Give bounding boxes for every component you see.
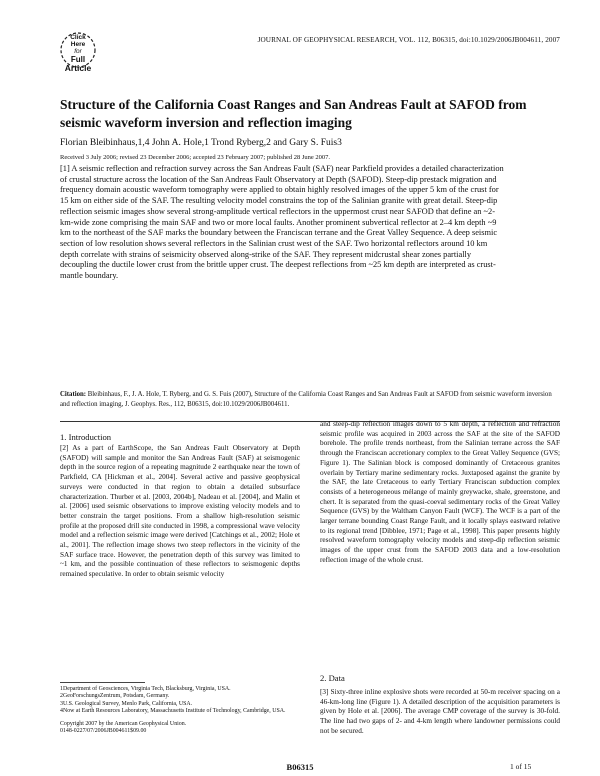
left-column — [60, 444, 300, 580]
data-paragraph: [3] Sixty-three inline explosive shots were recorded at 50-m receiver spacing on a 46-km-long line (Figure 1). A detailed description of the acquisition parameters is given by Hole et al. [2006]. The average CMP coverage of the survey is 30-fold. The line had two gaps of 2- and 4-km length where landowner permissions could not be secured. — [320, 688, 560, 735]
logo-text-5: Article — [64, 63, 92, 73]
page-id: B06315 — [286, 762, 314, 772]
citation-label: Citation: — [60, 391, 87, 398]
logo-text-3: for — [74, 48, 82, 55]
footnote-1: 1Department of Geosciences, Virginia Tech, Blacksburg, Virginia, USA. — [60, 686, 231, 692]
page-number: 1 of 15 — [510, 762, 532, 771]
right-column — [320, 420, 560, 566]
footnote-block — [60, 682, 300, 736]
data-section — [320, 688, 560, 737]
issn-code: 0148-0227/07/2006JB004611$09.00 — [60, 728, 147, 735]
citation-text: Bleibinhaus, F., J. A. Hole, T. Ryberg, and G. S. Fuis (2007), Structure of the California Coast Ranges and San Andreas Fault at SAFOD from seismic waveform inversion and reflection imaging, J. Geophys. Res., 112, B06315, doi:10.1029/2006JB004611. — [60, 391, 552, 409]
footnote-3: 3U.S. Geological Survey, Menlo Park, California, USA. — [60, 700, 193, 707]
footnote-4: 4Now at Earth Resources Laboratory, Massachusetts Institute of Technology, Cambridge, USA. — [60, 707, 286, 714]
logo-text-1: Click — [70, 34, 86, 41]
footnote-rule — [60, 682, 145, 683]
logo-text-4: Full — [70, 55, 86, 64]
paper-title: Structure of the California Coast Ranges and San Andreas Fault at SAFOD from seismic waveform inversion and reflection imaging — [60, 97, 527, 130]
author-list: Florian Bleibinhaus,1,4 John A. Hole,1 Trond Ryberg,2 and Gary S. Fuis3 — [60, 138, 342, 148]
received-dates: Received 3 July 2006; revised 23 December 2006; accepted 23 February 2007; published 28 June 2007. — [60, 154, 331, 161]
intro-heading: 1. Introduction — [60, 432, 112, 442]
intro-paragraph-cont: and steep-dip reflection images down to 5 km depth, a reflection and refraction seismic profile was acquired in 2003 across the SAF at the site of the SAFOD borehole. The profile trends northeast, from the Salinian terrane across the SAF through the Franciscan accretionary complex to the Great Valley Sequence (GVS; Figure 1). The Salinian block is composed dominantly of Cretaceous granites overlain by Tertiary marine sedimentary rocks. Juxtaposed against the granite by the SAF, the late Cretaceous to early Tertiary Franciscan subduction complex consists of a heterogeneous mélange of mainly greywacke, shale, greenstone, and chert. It is separated from the quasi-coeval sedimentary rocks of the Great Valley Sequence (GVS) by the Waltham Canyon Fault (WCF). The WCF is a part of the larger terrane bounding Coast Range Fault, and it locally splays eastward relative to its regional trend [Dibblee, 1971; Page et al., 1998]. This paper presents highly resolved waveform tomography velocity models and steep-dip reflection seismic images of the upper crust from the SAFOD 2003 data and a low-resolution reflection image of the whole crust. — [320, 420, 560, 564]
data-heading: 2. Data — [320, 673, 345, 683]
intro-paragraph: [2] As a part of EarthScope, the San Andreas Fault Observatory at Depth (SAFOD) will sample and monitor the San Andreas Fault (SAF) at seismogenic depth in the source region of a repeating magnitude 2 earthquake near the town of Parkfield, CA [Hickman et al., 2004]. Several active and passive geophysical surveys were conducted in that region to obtain a detailed subsurface characterization. Thurber et al. [2003, 2004b], Nadeau et al. [2004], and Malin et al. [2006] used seismic observations to improve existing velocity models and to better constrain the target positions. From a shallow high-resolution seismic profile at the proposed drill site conducted in 1998, a compressional wave velocity model and a reflection seismic image were derived [Catchings et al., 2002; Hole et al., 2001]. The reflection image shows two steep reflectors in the vicinity of the SAF surface trace. However, the penetration depth of this survey was limited to ~1 km, and the possible continuation of these reflectors to seismogenic depths remained speculative. In order to obtain seismic velocity — [60, 444, 300, 579]
logo-text-2: Here — [70, 41, 86, 48]
citation — [60, 390, 560, 411]
footnote-2: 2GeoForschungsZentrum, Potsdam, Germany. — [60, 693, 170, 700]
abstract-text: [1] A seismic reflection and refraction survey across the San Andreas Fault (SAF) near Parkfield provides a detailed characterization of crustal structure across the location of the San Andreas Fault Observatory at Depth (SAFOD). Steep-dip prestack migration and frequency domain acoustic waveform tomography were applied to obtain highly resolved images of the upper 5 km of the crust for 15 km on either side of the SAF. The resulting velocity model constrains the top of the Salinian granite with great detail. Steep-dip reflection seismic images show several strong-amplitude vertical reflectors in the uppermost crust near SAFOD that define an ~2-km-wide zone comprising the main SAF and two or more local faults. Another prominent subvertical reflector at 2–4 km depth ~9 km to the northeast of the SAF marks the boundary between the Franciscan terrane and the Great Valley Sequence. A deep seismic section of low resolution shows several reflectors in the Salinian crust west of the SAF. Two horizontal reflectors around 10 km depth correlate with strains of seismicity observed along-strike of the SAF. They represent midcrustal shear zones partially decoupling the ductile lower crust from the brittle upper crust. The deepest reflections from ~25 km depth are interpreted as crust-mantle boundary. — [60, 164, 504, 281]
copyright: Copyright 2007 by the American Geophysical Union. — [60, 721, 187, 728]
full-article-logo[interactable] — [56, 30, 100, 80]
abstract — [60, 164, 505, 282]
journal-header: JOURNAL OF GEOPHYSICAL RESEARCH, VOL. 112, B06315, doi:10.1029/2006JB004611, 2007 — [257, 36, 560, 44]
